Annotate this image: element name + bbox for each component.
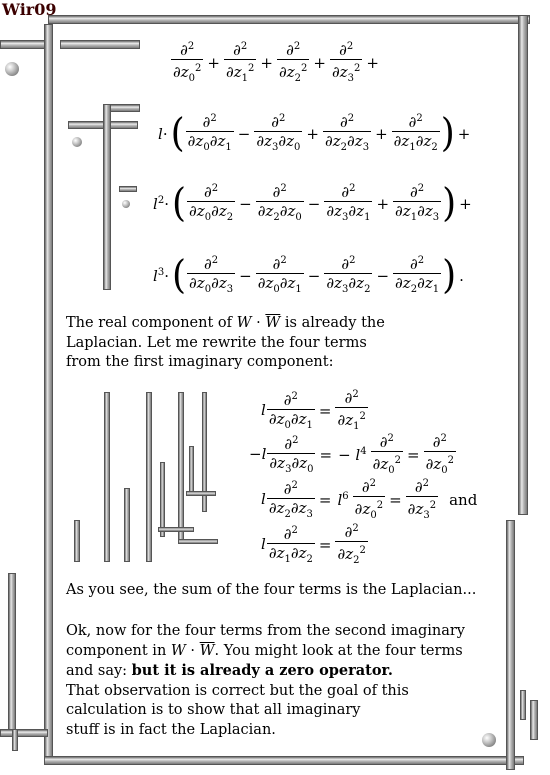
para3-line6: stuff is in fact the Laplacian. — [66, 721, 276, 738]
para3-line4: That observation is correct but the goal of this — [66, 682, 409, 699]
page-title: Wir09 — [2, 0, 57, 19]
and-word: and — [449, 491, 478, 509]
equation-row-4: l $\frac{\partial^2}{\partial z_1\partial z_2}$ = $\frac{\partial^2}{\partial z_2^2}$ — [261, 520, 369, 570]
equation-line-3: $l^2\cdot$( $\frac{\partial^2}{\partial z_0\partial z_2}$ − $\frac{\partial^2}{\partial z_2\partial z_0}$ − $\frac{\partial^2}{\partial z_3\partial z_1}$ + $\frac{\partial^2}{\partial z_1\partial z_3}$ ) + — [153, 180, 472, 226]
paragraph-second-imaginary: Ok, now for the four terms from the second imaginary component in $W \cdot \overline{W}$. You might look at the four terms and say: but it is already a zero operator. That observation is correct but the goal of this calculation is to show that all imaginary stuff is in fact the Laplacian. — [66, 622, 465, 740]
equation-line-1: $\frac{\partial^2}{\partial z_0^2}$ + $\frac{\partial^2}{\partial z_1^2}$ + $\frac{\partial^2}{\partial z_2^2}$ + $\frac{\partial^2}{\partial z_3^2}$ + — [170, 38, 382, 88]
equation-row-3: l $\frac{\partial^2}{\partial z_2\partial z_3}$ = $l^6$ $\frac{\partial^2}{\partial z_0^2}$ = $\frac{\partial^2}{\partial z_3^2}$ and — [261, 475, 480, 525]
para3-line2-b: . You might look at the four terms — [214, 642, 463, 659]
equation-line-2: l·( $\frac{\partial^2}{\partial z_0\partial z_1}$ − $\frac{\partial^2}{\partial z_3\partial z_0}$ + $\frac{\partial^2}{\partial z_2\partial z_3}$ + $\frac{\partial^2}{\partial z_1\partial z_2}$ ) + — [158, 110, 471, 156]
paragraph-real-component: The real component of $W \cdot \overline{W}$ is already the Laplacian. Let me rewrite the four terms from the first imaginary component: — [66, 314, 385, 373]
para1-line1-a: The real component of — [66, 315, 237, 331]
para3-line2-a: component in — [66, 642, 171, 659]
para1-line2: Laplacian. Let me rewrite the four terms — [66, 334, 367, 351]
para3-line3-bold: but it is already a zero operator. — [131, 662, 393, 679]
para3-line5: calculation is to show that all imaginary — [66, 702, 361, 718]
equation-row-2: −l $\frac{\partial^2}{\partial z_3\partial z_0}$ = − $l^4$ $\frac{\partial^2}{\partial z_0^2}$ = $\frac{\partial^2}{\partial z_0^2}$ — [249, 430, 457, 480]
para3-line1: Ok, now for the four terms from the second imaginary — [66, 623, 465, 639]
equation-line-4: $l^3\cdot$( $\frac{\partial^2}{\partial z_0\partial z_3}$ − $\frac{\partial^2}{\partial z_0\partial z_1}$ − $\frac{\partial^2}{\partial z_3\partial z_2}$ − $\frac{\partial^2}{\partial z_2\partial z_1}$ ) . — [153, 252, 464, 298]
para3-line3-a: and say: — [66, 663, 132, 679]
para1-line3: from the first imaginary component: — [66, 354, 334, 370]
para1-line1-b: is already the — [280, 315, 385, 331]
equation-row-1: l $\frac{\partial^2}{\partial z_0\partial z_1}$ = $\frac{\partial^2}{\partial z_1^2}$ — [261, 386, 369, 436]
paragraph-sum-laplacian: As you see, the sum of the four terms is the Laplacian... — [66, 582, 477, 598]
